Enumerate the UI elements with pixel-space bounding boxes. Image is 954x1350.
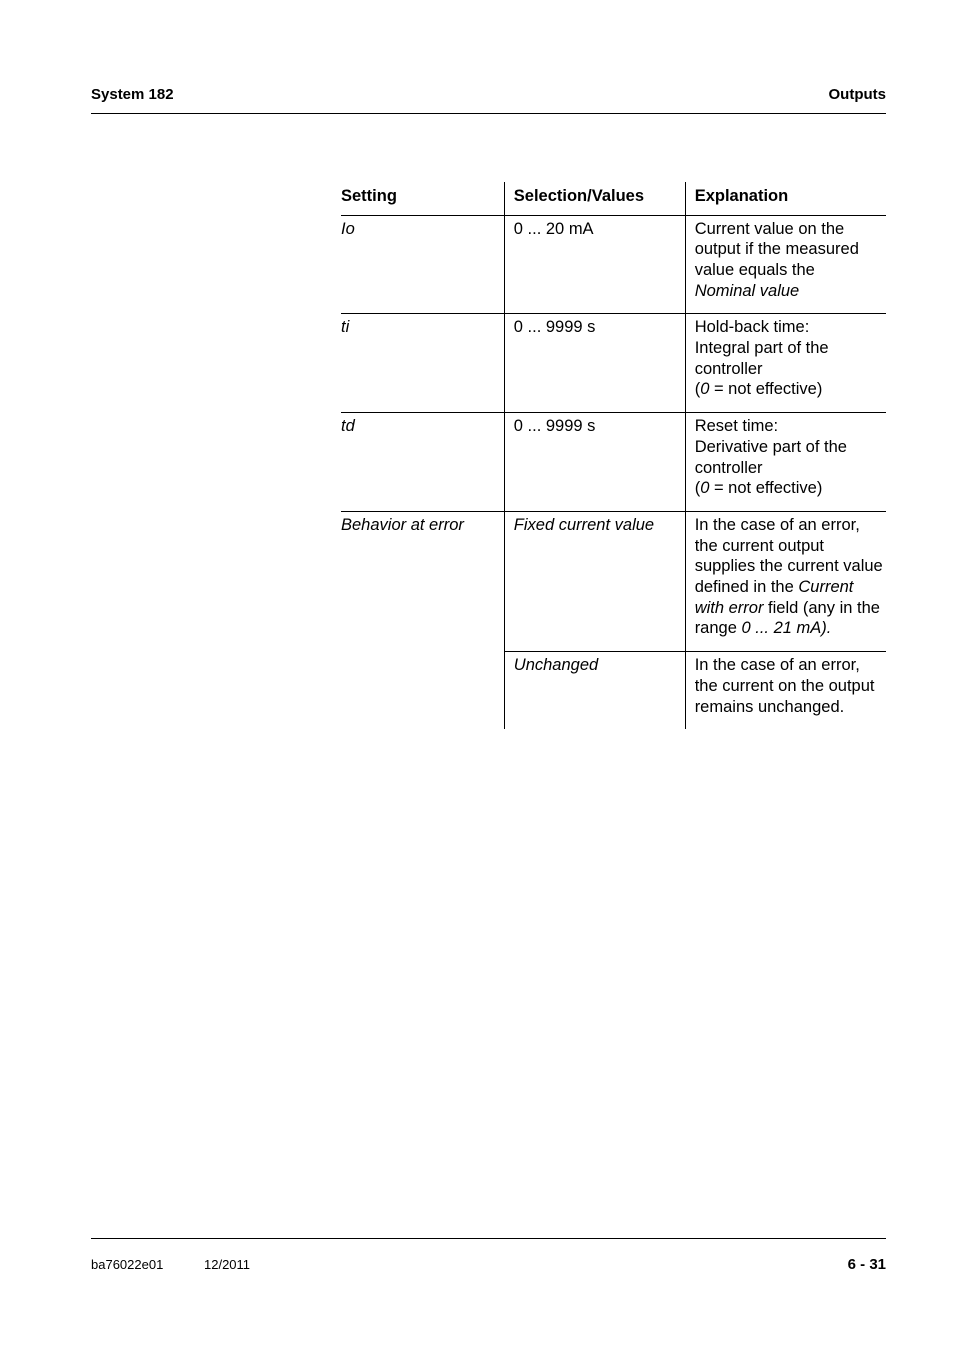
setting-cell: ti bbox=[341, 314, 504, 413]
explanation-italic: 0 bbox=[700, 380, 710, 399]
explanation-cell bbox=[685, 511, 886, 651]
setting-cell-empty bbox=[341, 652, 504, 730]
value-cell: 0 ... 20 mA bbox=[504, 215, 685, 314]
explanation-text: Current value on the output if the measured value equals the bbox=[694, 219, 859, 279]
table-row bbox=[341, 652, 886, 730]
table-row bbox=[341, 314, 886, 413]
column-header-explanation: Explanation bbox=[685, 182, 886, 215]
value-cell: Unchanged bbox=[504, 652, 685, 730]
column-header-selection-values: Selection/Values bbox=[504, 182, 685, 215]
header-rule bbox=[91, 113, 886, 114]
value-cell: Fixed current value bbox=[504, 511, 685, 651]
running-header-section: Outputs bbox=[828, 86, 886, 103]
explanation-cell bbox=[685, 413, 886, 512]
explanation-paren: ( bbox=[694, 479, 701, 498]
explanation-italic: Current with error bbox=[694, 578, 854, 617]
explanation-text: field (any in the range bbox=[694, 598, 880, 638]
explanation-text: In the case of an error, the current output supplies the current value defined in the bbox=[694, 515, 883, 597]
explanation-text: = not effective) bbox=[709, 380, 823, 399]
value-cell: 0 ... 9999 s bbox=[504, 314, 685, 413]
setting-cell: Io bbox=[341, 215, 504, 314]
explanation-line: Integral part of the controller bbox=[694, 339, 829, 378]
explanation-line: Derivative part of the controller bbox=[694, 437, 847, 477]
settings-table bbox=[341, 182, 886, 729]
footer-rule bbox=[91, 1238, 886, 1239]
table-header-row bbox=[341, 182, 886, 215]
explanation-cell bbox=[685, 314, 886, 413]
explanation-line: Reset time: bbox=[694, 417, 779, 436]
explanation-text: = not effective) bbox=[709, 479, 823, 498]
footer-document-id: ba76022e01 bbox=[91, 1257, 164, 1272]
setting-cell: td bbox=[341, 413, 504, 512]
explanation-cell: In the case of an error, the current on the output remains unchanged. bbox=[685, 652, 886, 730]
explanation-italic: Nominal value bbox=[694, 281, 800, 300]
setting-cell: Behavior at error bbox=[341, 511, 504, 651]
page-number: 6 - 31 bbox=[847, 1256, 886, 1273]
table-row bbox=[341, 511, 886, 651]
footer-date: 12/2011 bbox=[204, 1257, 251, 1272]
running-header-title: System 182 bbox=[91, 86, 174, 103]
explanation-line: Hold-back time: bbox=[694, 318, 810, 337]
table-row bbox=[341, 413, 886, 512]
value-cell: 0 ... 9999 s bbox=[504, 413, 685, 512]
column-header-setting: Setting bbox=[341, 187, 397, 205]
table-row bbox=[341, 215, 886, 314]
explanation-italic: 0 ... 21 mA). bbox=[741, 619, 832, 638]
explanation-paren: ( bbox=[694, 380, 701, 399]
explanation-italic: 0 bbox=[700, 479, 710, 498]
explanation-cell bbox=[685, 215, 886, 314]
